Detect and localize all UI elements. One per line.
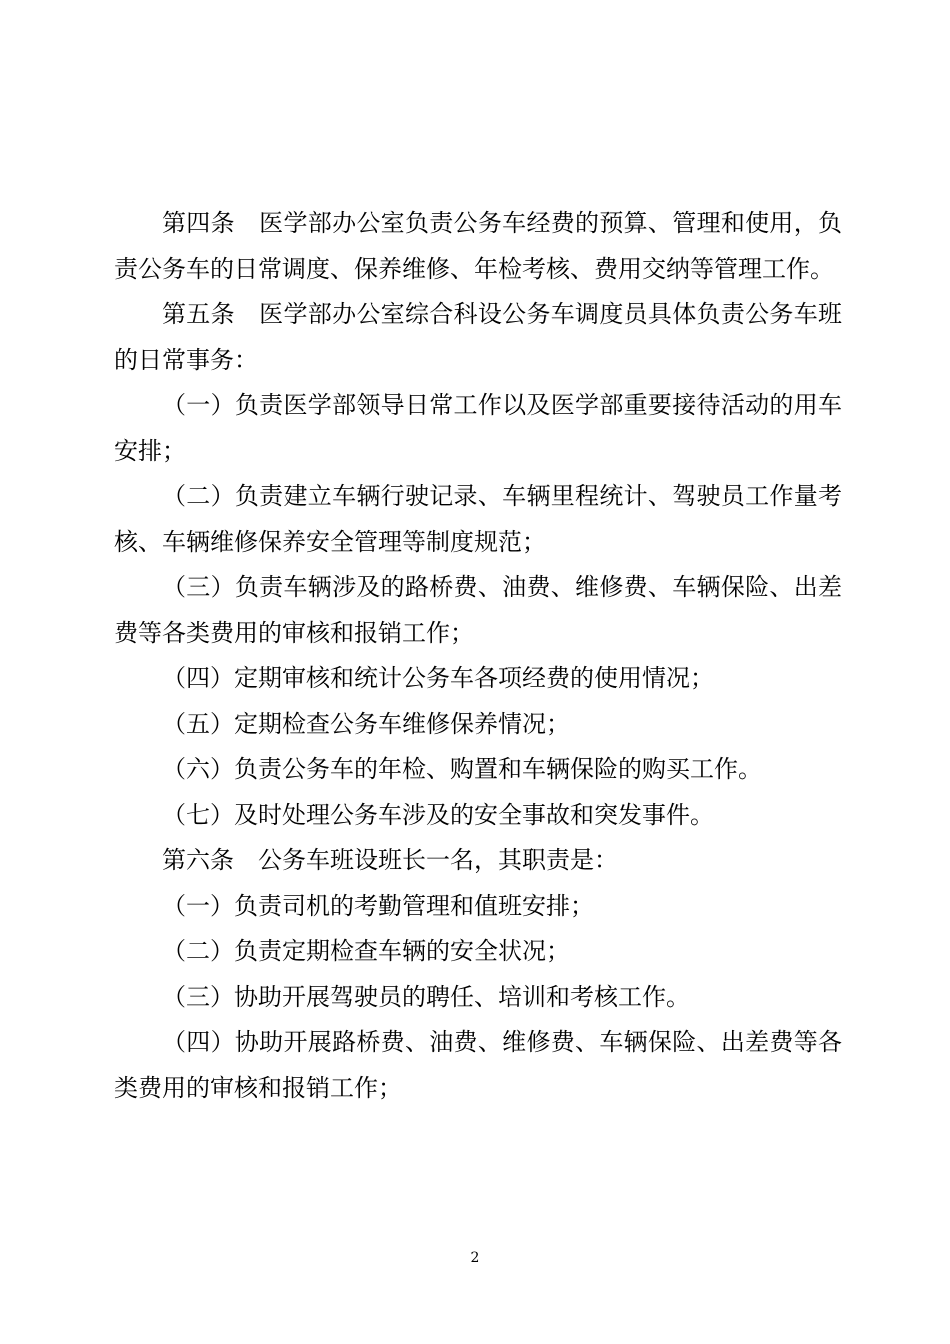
article-5-item-7: （七）及时处理公务车涉及的安全事故和突发事件。 <box>162 800 714 829</box>
article-5-item-5: （五）定期检查公务车维修保养情况； <box>162 709 570 738</box>
article-6-item-4: （四）协助开展路桥费、油费、维修费、车辆保险、出差费等各类费用的审核和报销工作； <box>114 1028 842 1102</box>
page-number: 2 <box>470 1250 480 1266</box>
article-5-item-2: （二）负责建立车辆行驶记录、车辆里程统计、驾驶员工作量考核、车辆维修保养安全管理等制度规范； <box>114 482 842 556</box>
article-4-paragraph: 第四条 医学部办公室负责公务车经费的预算、管理和使用，负责公务车的日常调度、保养维修、年检考核、费用交纳等管理工作。 <box>114 209 842 283</box>
article-6-item-3: （三）协助开展驾驶员的聘任、培训和考核工作。 <box>162 982 690 1011</box>
article-5-item-3: （三）负责车辆涉及的路桥费、油费、维修费、车辆保险、出差费等各类费用的审核和报销工作； <box>114 573 842 647</box>
article-5-paragraph: 第五条 医学部办公室综合科设公务车调度员具体负责公务车班的日常事务： <box>114 300 842 374</box>
document-body <box>114 201 842 1111</box>
article-5-item-4: （四）定期审核和统计公务车各项经费的使用情况； <box>162 664 714 692</box>
article-6-paragraph: 第六条 公务车班设班长一名，其职责是： <box>162 846 618 874</box>
article-5-item-1: （一）负责医学部领导日常工作以及医学部重要接待活动的用车安排； <box>114 391 842 465</box>
article-5-item-6: （六）负责公务车的年检、购置和车辆保险的购买工作。 <box>162 755 762 783</box>
article-6-item-2: （二）负责定期检查车辆的安全状况； <box>162 937 570 965</box>
article-6-item-1: （一）负责司机的考勤管理和值班安排； <box>162 891 594 920</box>
